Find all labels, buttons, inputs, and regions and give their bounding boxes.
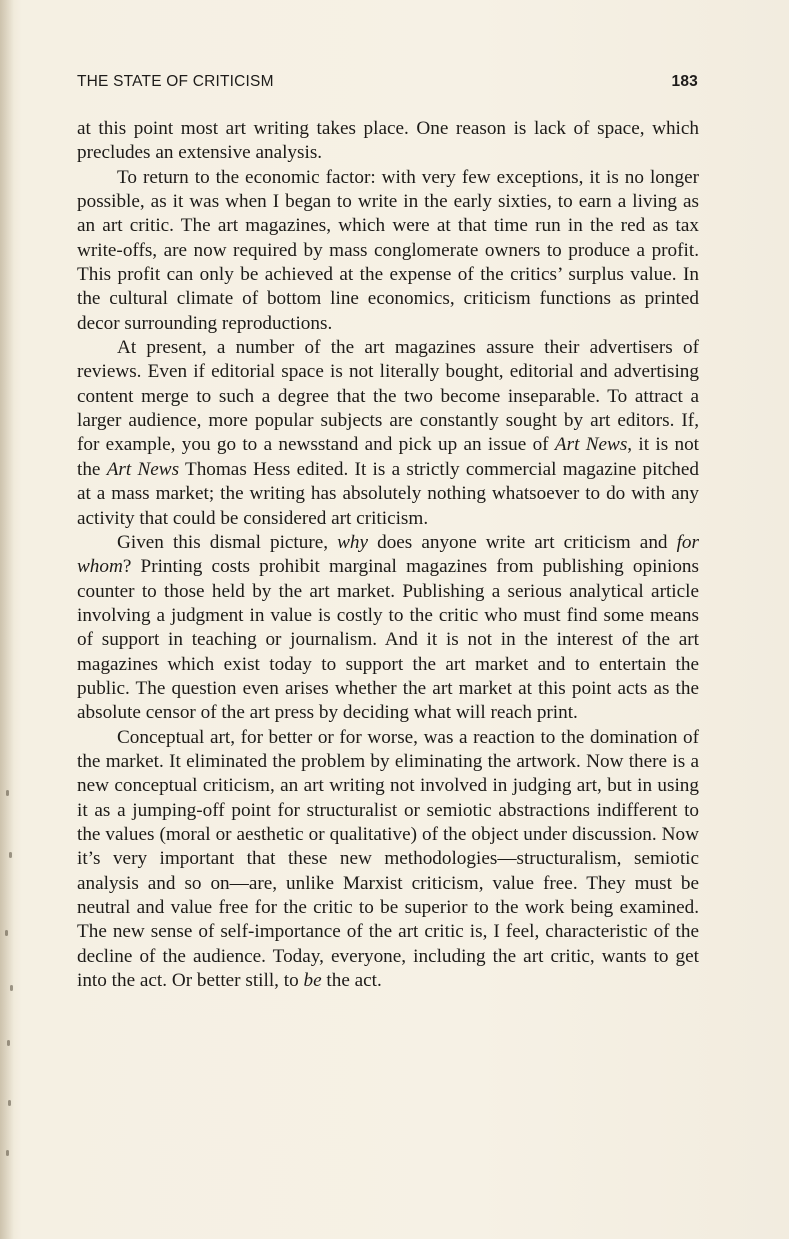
text-run: at this point most art writing takes place. One reason is lack of space, which precludes an extensive analysis. bbox=[77, 118, 699, 164]
body-text bbox=[77, 117, 699, 993]
paragraph bbox=[77, 726, 699, 994]
text-run: the act. bbox=[321, 970, 382, 992]
italic-text: for whom bbox=[77, 531, 699, 578]
text-run: ? Printing costs prohibit marginal magazines from publishing opinions counter to those held by the art market. Publishing a serious analytical article involving a judgment in value is costly to the critic who must find some means of support in teaching or journalism. And it is not in the interest of the art magazines which exist today to support the art market and to entertain the public. The question even arises whether the art market at this point acts as the absolute censor of the art press by deciding what will reach print. bbox=[77, 556, 699, 724]
page-speck bbox=[6, 790, 9, 796]
paragraph bbox=[77, 117, 699, 166]
paragraph bbox=[77, 531, 699, 726]
text-run: does anyone write art criticism and bbox=[368, 531, 677, 553]
text-run: Thomas Hess edited. It is a strictly commercial magazine pitched at a mass market; the writing has absolutely nothing whatsoever to do with any activity that could be considered art criticism. bbox=[77, 458, 699, 529]
italic-text: why bbox=[337, 531, 369, 553]
page-speck bbox=[10, 985, 13, 991]
page-speck bbox=[9, 852, 12, 858]
spine-shadow bbox=[0, 0, 14, 1239]
paragraph bbox=[77, 336, 699, 531]
text-run: Conceptual art, for better or for worse, was a reaction to the domination of the market. It eliminated the problem by eliminating the artwork. Now there is a new conceptual criticism, an art writing not involved in judging art, but in using it as a jumping-off point for structuralist or semiotic abstractions indifferent to the values (moral or aesthetic or qualitative) of the object under discussion. Now it’s very important that these new methodologies—structuralism, semiotic analysis and so on—are, unlike Marxist criticism, value free. They must be neutral and value free for the critic to be superior to the work being examined. The new sense of self-importance of the art critic is, I feel, characteristic of the decline of the audience. Today, everyone, including the art critic, wants to get into the act. Or better still, to bbox=[77, 726, 699, 992]
text-run: Given this dismal picture, bbox=[117, 531, 338, 553]
page-speck bbox=[5, 930, 8, 936]
text-run: , it is not the bbox=[77, 434, 699, 480]
text-run: At present, a number of the art magazines assure their advertisers of reviews. Even if editorial space is not literally bought, editorial and advertising content merge to such a degree that the two become inseparable. To attract a larger audience, more popular subjects are constantly sought by art editors. If, for example, you go to a newsstand and pick up an issue of bbox=[77, 337, 699, 456]
italic-text: be bbox=[303, 970, 322, 992]
page-speck bbox=[6, 1150, 9, 1156]
text-run: To return to the economic factor: with very few exceptions, it is no longer possible, as it was when I began to write in the early sixties, to earn a living as an art critic. The art magazines, which were at that time run in the red as tax write-offs, are now required by mass conglomerate owners to produce a profit. This profit can only be achieved at the expense of the critics’ surplus value. In the cultural climate of bottom line economics, criticism functions as printed decor surrounding reproductions. bbox=[77, 166, 699, 334]
paragraph bbox=[77, 166, 699, 336]
page-number: 183 bbox=[671, 73, 698, 90]
italic-text: Art News bbox=[106, 458, 180, 480]
running-head-title: THE STATE OF CRITICISM bbox=[77, 73, 274, 90]
page-speck bbox=[8, 1100, 11, 1106]
italic-text: Art News bbox=[554, 434, 628, 456]
page-speck bbox=[7, 1040, 10, 1046]
